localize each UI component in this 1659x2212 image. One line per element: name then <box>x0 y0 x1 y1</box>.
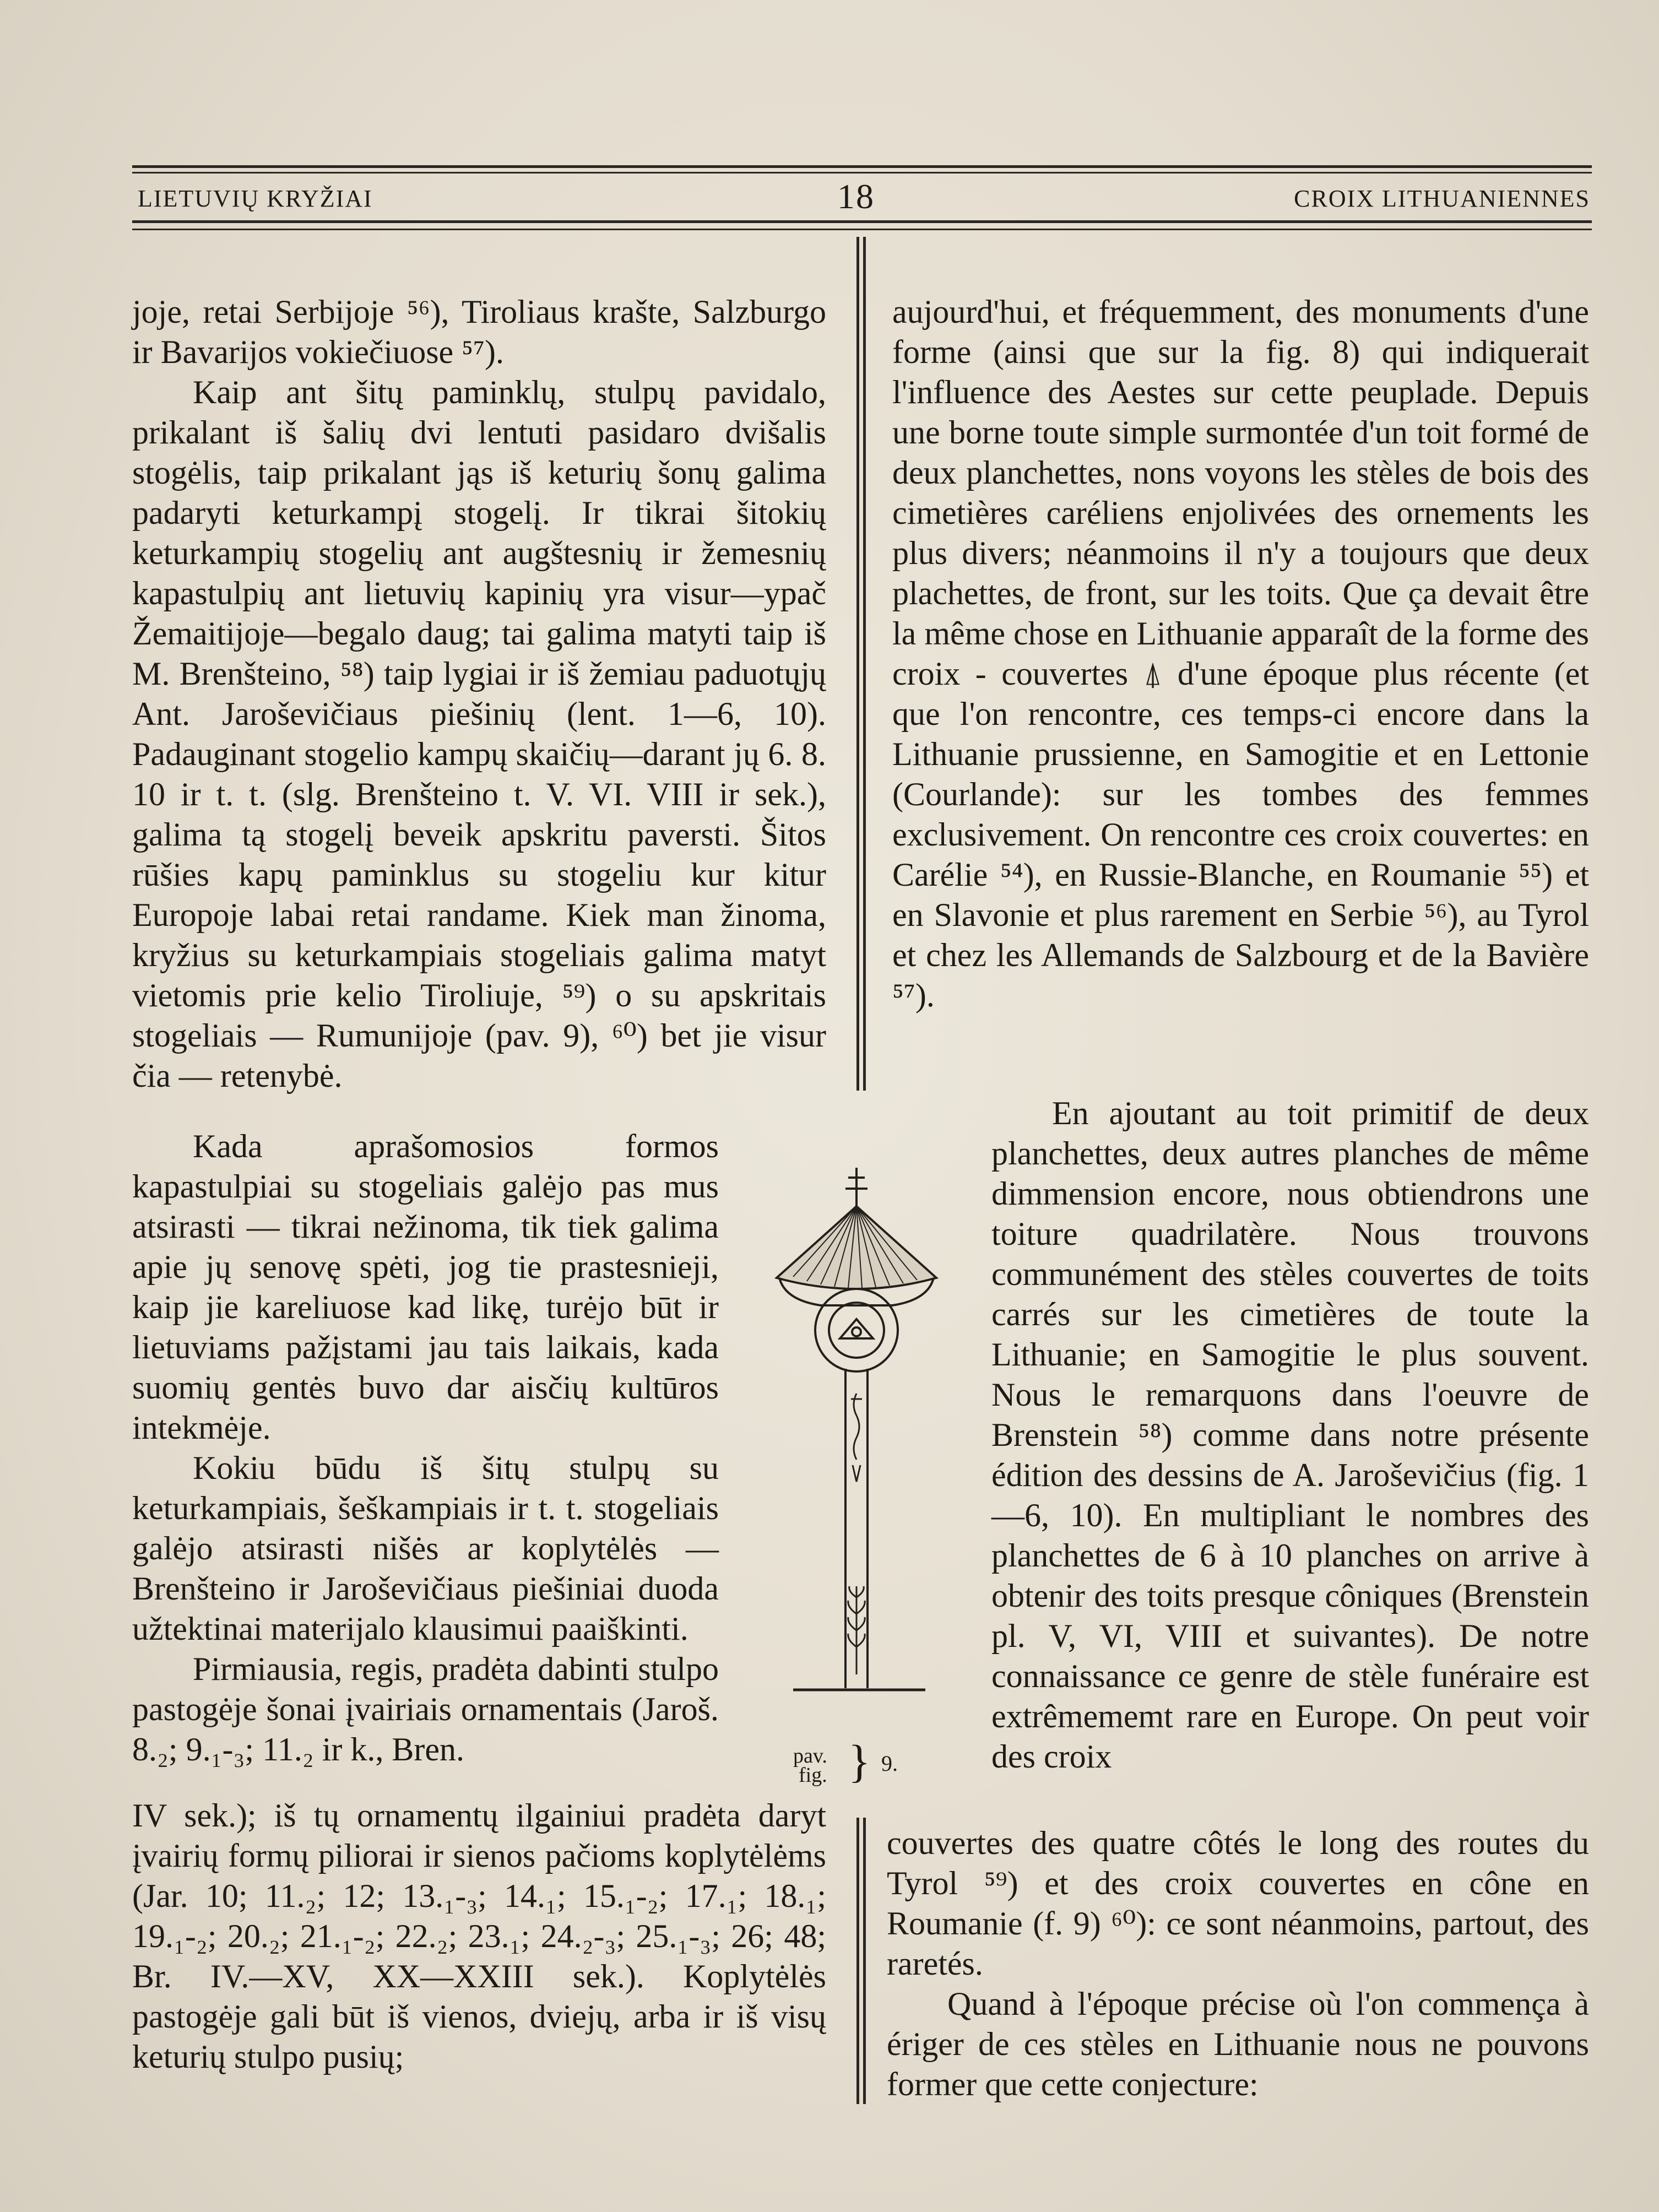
right-paragraph-1 <box>892 292 1589 1016</box>
figure-number: 9. <box>881 1751 898 1776</box>
header-rule-bottom-thin <box>132 229 1592 230</box>
column-divider-upper-2 <box>863 237 866 1091</box>
header-rule-bottom <box>132 220 1592 223</box>
running-head-left: LIETUVIŲ KRYŽIAI <box>138 185 373 212</box>
figure-caption-brace: } <box>848 1736 871 1787</box>
left-paragraph-2: Kaip ant šitų paminklų, stulpų pavidalo, prikalant iš šalių dvi lentuti pasidaro dvišalis stogėlis, taip prikalant jąs iš keturių šonų galima padaryti keturkampį stogelį. Ir tikrai šitokių keturkampių stogelių ant augštesnių ir žemesnių kapastulpių ant lietuvių kapinių yra visur—ypač Žemaitijoje—begalo daug; tai galima matyti taip iš M. Brenšteino, ⁵⁸) taip lygiai ir iš žemiau paduotųjų Ant. Jaroševičiaus piešinių (lent. 1—6, 10). Padauginant stogelio kampų skaičių—darant jų 6. 8. 10 ir t. t. (slg. Brenšteino t. V. VI. VIII ir sek.), galima tą stogelį beveik apskritu paversti. Šitos rūšies kapų paminklus su stogeliu kur kitur Europoje labai retai randame. Kiek man žinoma, kryžius su keturkampiais stogeliais galima matyt vietomis prie kelio Tiroliuje, ⁵⁹) o su apskritais stogeliais — Rumunijoje (pav. 9), ⁶⁰) bet jie visur čia — retenybė. <box>132 374 826 1094</box>
left-paragraph-5b: IV sek.); iš tų ornamentų ilgainiui pradėta daryt įvairių formų piliorai ir sienos pačioms koplytėlėms (Jar. 10; 11.₂; 12; 13.₁-₃; 14.₁; 15.₁-₂; 17.₁; 18.₁; 19.₁-₂; 20.₂; 21.₁-₂; 22.₂; 23.₁; 24.₂-₃; 25.₁-₃; 26; 48; Br. IV.—XV, XX—XXIII sek.). Koplytėlės pastogėje gali būt iš vienos, dviejų, arba ir iš visų keturių stulpo pusių; <box>132 1797 826 2075</box>
right-paragraph-2b: couvertes des quatre côtés le long des routes du Tyrol ⁵⁹) et des croix couvertes en cône en Roumanie (f. 9) ⁶⁰): ce sont néanmoins, partout, des raretés. <box>887 1825 1589 1982</box>
left-column-upper <box>132 292 826 1096</box>
right-paragraph-3: Quand à l'époque précise où l'on commença à ériger de ces stèles en Lithuanie nous ne pouvons former que cette conjecture: <box>887 1986 1589 2102</box>
left-paragraph-4: Kokiu būdu iš šitų stulpų su keturkampiais, šeškampiais ir t. t. stogeliais galėjo atsirasti nišės ar koplytėlės — Brenšteino ir Jaroševičiaus piešiniai duoda užtektinai materijalo klausimui paaiškinti. <box>132 1450 719 1647</box>
right-paragraph-1b: d'une époque plus récente (et que l'on rencontre, ces temps-ci encore dans la Lithuanie prussienne, en Samogitie et en Lettonie (Courlande): sur les tombes des femmes exclusivement. On rencontre ces croix couvertes: en Carélie ⁵⁴), en Russie-Blanche, en Roumanie ⁵⁵) et en Slavonie et plus rarement en Serbie ⁵⁶), au Tyrol et chez les Allemands de Salzbourg et de la Bavière ⁵⁷). <box>892 655 1590 1013</box>
left-column-lower <box>132 1796 826 2077</box>
page-number: 18 <box>837 177 875 216</box>
right-column-middle <box>991 1093 1589 1777</box>
right-paragraph-2: En ajoutant au toit primitif de deux planchettes, deux autres planches de même dimmension encore, nous obtiendrons une toiture quadrilatère. Nous trouvons communément des stèles couvertes de toits carrés sur les cimetières de toute la Lithuanie; en Samogitie le plus souvent. Nous le remarquons dans l'oeuvre de Brenstein ⁵⁸) comme dans notre présente édition des dessins de A. Jaroševičius (fig. 1—6, 10). En multipliant le nombres des planchettes de 6 à 10 planches on arrive à obtenir des toits presque côniques (Brenstein pl. V, VI, VIII et suivantes). De notre connaissance ce genre de stèle funéraire est extrêmememt rare en Europe. On peut voir des croix <box>991 1095 1589 1775</box>
column-divider-lower-2 <box>863 1818 866 2104</box>
header-rule-top-thin <box>132 172 1592 174</box>
roofed-cross-figure <box>760 1157 969 1707</box>
column-divider-upper <box>856 237 859 1091</box>
covered-cross-icon: ⍋ <box>1143 655 1163 692</box>
figure-caption-fig: fig. <box>799 1764 827 1787</box>
header-rule-top <box>132 165 1592 168</box>
left-paragraph-5a: Pirmiausia, regis, pradėta dabinti stulpo pastogėje šonai įvairiais ornamentais (Jaroš. 8.₂; 9.₁-₃; 11.₂ ir k., Bren. <box>132 1651 719 1768</box>
right-column-upper <box>892 292 1589 1016</box>
left-paragraph-1: joje, retai Serbijoje ⁵⁶), Tiroliaus krašte, Salzburgo ir Bavarijos vokiečiuose ⁵⁷). <box>132 294 826 370</box>
running-head-right: CROIX LITHUANIENNES <box>1294 185 1590 212</box>
right-column-lower <box>887 1823 1589 2105</box>
left-paragraph-3: Kada aprašomosios formos kapastulpiai su stogeliais galėjo pas mus atsirasti — tikrai nežinoma, tik tiek galima apie jų senovę spėti, jog tie prastesnieji, kaip jie kareliuose kad likę, turėjo būt ir lietuviams pažįstami jau tais laikais, kada suomių gentės buvo dar aisčių kultūros intekmėje. <box>132 1128 719 1446</box>
left-column-middle <box>132 1126 719 1770</box>
column-divider-lower <box>856 1818 859 2104</box>
figure-caption-pav: pav. <box>793 1744 827 1768</box>
right-paragraph-1a: aujourd'hui, et fréquemment, des monuments d'une forme (ainsi que sur la fig. 8) qui indiquerait l'influence des Aestes sur cette peuplade. Depuis une borne toute simple surmontée d'un toit formé de deux planchettes, nons voyons les stèles de bois des cimetières caréliens enjolivées des ornements les plus divers; néanmoins il n'y a toujours que deux plachettes, de front, sur les toits. Que ça devait être la même chose en Lithuanie apparaît de la forme des croix - couvertes <box>892 294 1589 692</box>
